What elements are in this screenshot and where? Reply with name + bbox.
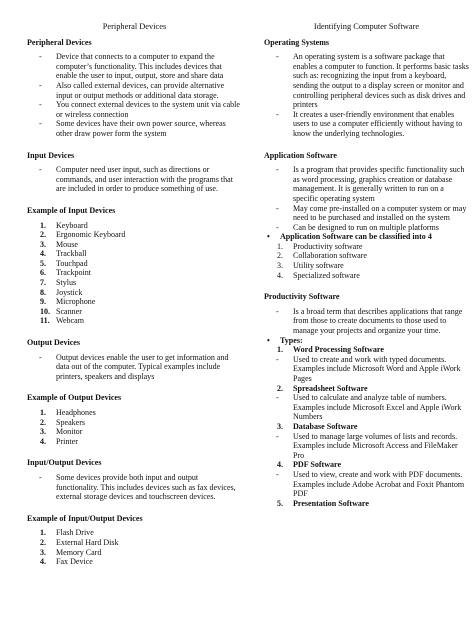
list-item: 1. Headphones [40,408,96,417]
list-item: 1. Productivity software [277,241,363,251]
type-name: 5. Presentation Software [277,498,369,508]
list-item: 8. Joystick [40,287,83,297]
list-item: 4. Trackball [40,249,87,259]
left-column-title: Peripheral Devices [102,22,167,31]
type-name: 4. PDF Software [277,460,342,470]
list-item: - Some devices provide both input and output functionality. This includes devices such as fax devices, external storage devices and touchscreen devices. [39,472,236,502]
classification-bullet [264,232,469,242]
list-item: 4. Printer [40,436,78,446]
type-description: - Used to create and work with typed documents. Examples include Microsoft Word and Apple iWork Pages [276,354,461,383]
operating-systems-list [264,52,469,138]
list-item: 3. Mouse [40,239,78,249]
input-examples-list [27,221,242,327]
type-description: - Used to calculate and analyze table of numbers. Examples include Microsoft Excel and Apple iWork Numbers [276,393,462,422]
list-item: - Output devices enable the user to get information and data out of the computer. Typical examples include printers, speakers and displays [39,352,229,381]
application-software-heading: Application Software [264,150,337,160]
io-devices-list [27,473,242,502]
output-examples-heading: Example of Output Devices [27,393,122,403]
list-item: 2. External Hard Disk [40,537,119,547]
list-item: - Some devices have their own power source, whereas other draw power form the system [39,119,226,138]
type-description: - Used to manage large volumes of lists and records. Examples include Microsoft Access and FileMaker Pro [276,431,458,460]
list-item: 4. Specialized software [277,270,360,280]
list-item: 2. Speakers [40,417,86,427]
output-examples-list [27,408,242,446]
list-item: - You connect external devices to the system unit via cable or wireless connection [39,100,240,119]
list-item: 10. Scanner [40,306,82,316]
input-devices-heading: Input Devices [27,150,75,160]
input-devices-list [27,165,242,194]
list-item: 1. Keyboard [40,220,88,230]
list-item: 9. Microphone [40,297,96,307]
list-item: - Is a broad term that describes applications that range from those to create documents to those used to manage your projects and organize your time. [276,306,463,336]
input-examples-heading: Example of Input Devices [27,205,116,215]
list-item: 6. Trackpoint [40,268,92,278]
list-item: - It creates a user-friendly environment that enables users to use a computer efficiently without having to know the underlying technologies. [276,109,463,138]
list-item: - An operating system is a software package that enables a computer to function. It performs basic tasks such as: recognizing the input from a keyboard, sending the output to a display screen or monitor and controlling peripheral devices such as disk drives and printers [276,52,469,110]
list-item: - May come pre-installed on a computer system or may need to be purchased and installed on the system [276,203,467,223]
io-devices-heading: Input/Output Devices [27,458,102,468]
output-devices-heading: Output Devices [27,338,80,348]
right-column-title: Identifying Computer Software [313,22,420,31]
list-item: 7. Stylus [40,278,77,288]
list-item: 2. Ergonomic Keyboard [40,230,126,240]
peripheral-devices-list [27,52,242,138]
list-item: - Device that connects to a computer to expand the computer’s functionality. This includes devices that enable the user to input, output, store and share data [39,52,224,81]
software-classes-list [264,242,469,280]
type-name: 1. Word Processing Software [277,345,384,355]
io-examples-heading: Example of Input/Output Devices [27,513,143,523]
io-examples-list [27,528,242,566]
list-item: 4. Fax Device [40,557,93,567]
type-name: 2. Spreadsheet Software [277,383,368,393]
list-item: - Computer need user input, such as directions or commands, and user interaction with the programs that are included in order to produce something of use. [39,165,233,194]
right-column [264,22,469,508]
output-devices-list [27,353,242,382]
left-column [27,22,242,567]
list-item: - Can be designed to run on multiple platforms [276,222,439,232]
list-item: 11. Webcam [40,316,84,326]
list-item: 2. Collaboration software [277,251,367,261]
type-description: - Used to view, create and work with PDF documents. Examples include Adobe Acrobat and Foxit Phantom PDF [276,469,465,499]
types-bullet [264,336,469,346]
list-item: 5. Touchpad [40,258,88,268]
list-item: - Also called external devices, can provide alternative input or output methods or additional data storage. [39,80,225,100]
list-item: 3. Monitor [40,427,83,437]
list-item: 3. Utility software [277,261,344,271]
operating-systems-heading: Operating Systems [264,37,330,47]
list-item: • Types: [267,335,303,345]
productivity-types [264,345,469,508]
list-item: - Is a program that provides specific functionality such as word processing, graphics creation or database management. It is generally written to run on a specific operating system [276,165,465,203]
application-software-list [264,165,469,232]
productivity-software-heading: Productivity Software [264,292,340,302]
peripheral-devices-heading: Peripheral Devices [27,37,92,47]
list-item: 1. Flash Drive [40,528,94,538]
list-item: • Application Software can be classified into 4 [267,232,432,242]
productivity-intro-list [264,307,469,336]
list-item: 3. Memory Card [40,547,102,557]
type-name: 3. Database Software [277,421,358,431]
